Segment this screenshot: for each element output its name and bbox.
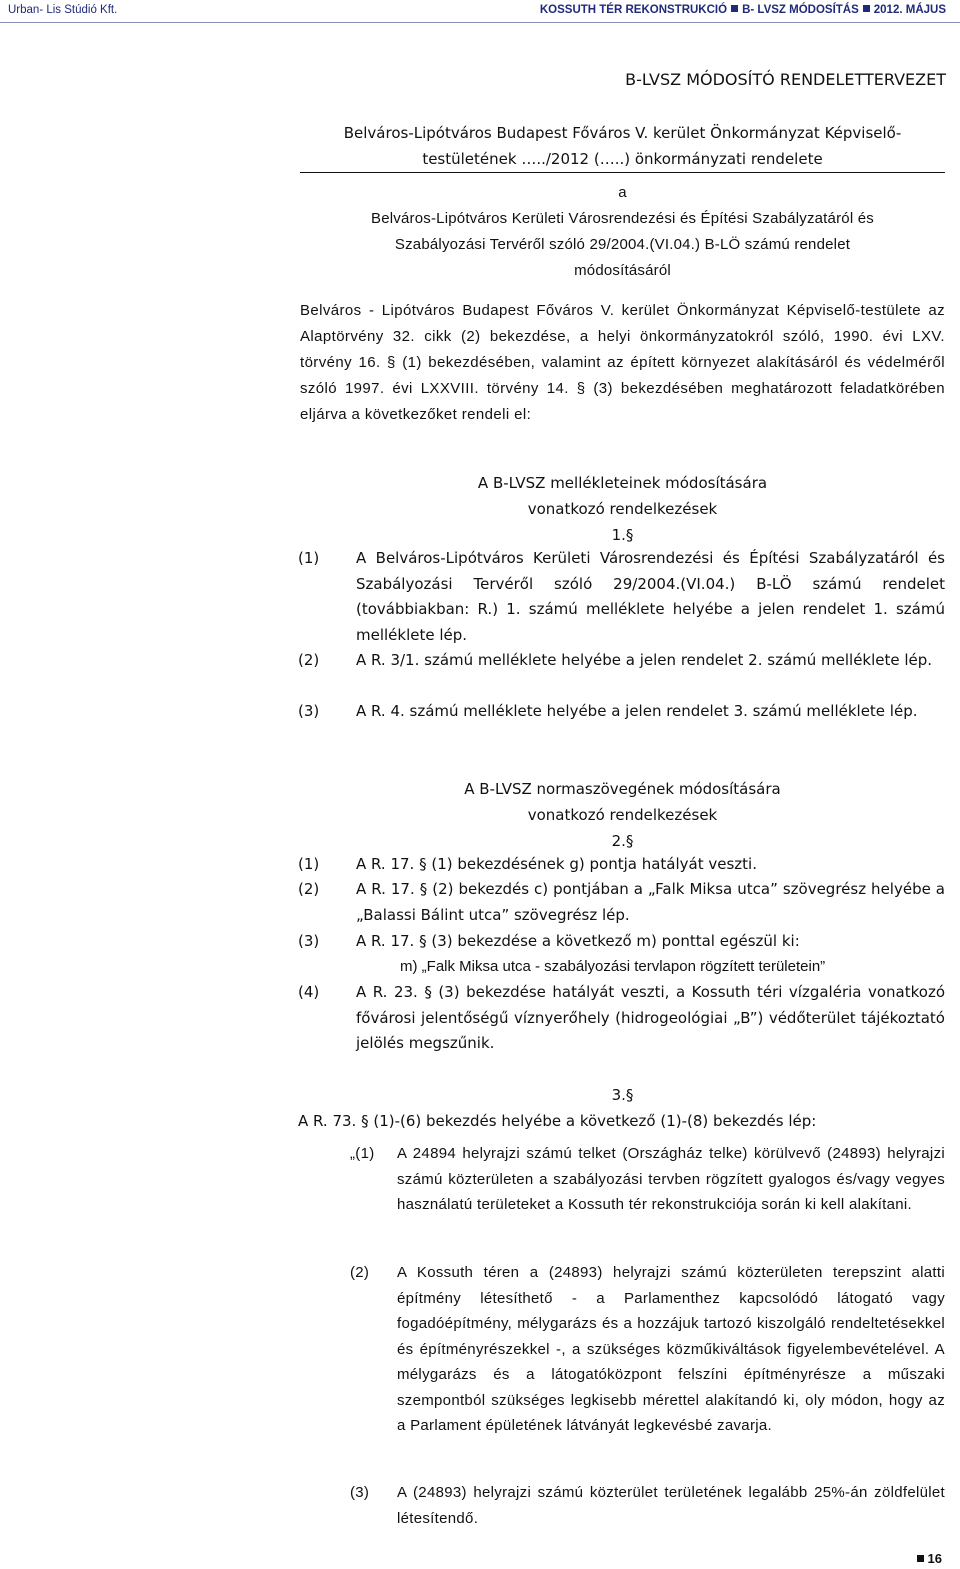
section2-point-m: m) „Falk Miksa utca - szabályozási tervlapon rögzített területein” (400, 958, 826, 975)
section1-item-3: (3) A R. 4. számú melléklete helyébe a jelen rendelet 3. számú melléklete lép. (298, 702, 918, 720)
square-bullet-icon (731, 5, 738, 12)
section3-number: 3.§ (611, 1086, 634, 1104)
section3-item-3: (3) A (24893) helyrajzi számú közterület területének legalább 25%-án zöldfelület létesítendő. (350, 1484, 945, 1527)
section3-item-1: „(1) A 24894 helyrajzi számú telket (Országház telke) körülvevő (24893) helyrajzi számú közterületen a szabályozási tervben rögzített gyalogos és/vagy vegyes használatú területeket a Kossuth tér rekonstrukciója során ki kell alakítani. (350, 1145, 945, 1213)
header-divider (0, 22, 960, 23)
section1-heading: A B-LVSZ mellékleteinek módosítására vonatkozó rendelkezések 1.§ (477, 474, 768, 544)
section2-item-2: (2) A R. 17. § (2) bekezdés c) pontjában a „Falk Miksa utca” szövegrész helyébe a „Balassi Bálint utca” szövegrész lép. (298, 880, 945, 924)
decree-subtitle: a Belváros-Lipótváros Kerületi Városrendezési és Építési Szabályzatáról és Szabályozási Tervéről szóló 29/2004.(VI.04.) B-LÖ számú rendelet módosításáról (371, 184, 874, 279)
page-header (0, 0, 960, 22)
page-number: 16 (913, 1551, 942, 1566)
section1-item-2: (2) A R. 3/1. számú melléklete helyébe a jelen rendelet 2. számú melléklete lép. (298, 651, 933, 669)
section2-item-4: (4) A R. 23. § (3) bekezdése hatályát veszti, a Kossuth téri vízgaléria vonatkozó fővárosi jelentőségű víznyerőhely (hidrogeológiai „B”) védőterület tájékoztató jelölés megszűnik. (298, 983, 945, 1052)
section3-intro: A R. 73. § (1)-(6) bekezdés helyébe a következő (1)-(8) bekezdés lép: (298, 1112, 817, 1130)
square-bullet-icon (917, 1555, 924, 1562)
document-title: B-LVSZ MÓDOSÍTÓ RENDELETTERVEZET (625, 70, 946, 89)
section3-item-2: (2) A Kossuth téren a (24893) helyrajzi számú közterületen terepszint alatti építmény létesíthető - a Parlamenthez kapcsolódó látogató vagy fogadóépítmény, mélygarázs és a hozzájuk tartozó kiszolgáló rendeltetésekkel és építményrészekkel -, a szükséges közműkiváltások figyelembevételével. A mélygarázs és a látogatóközpont felszíni építményrésze a műszaki szempontból szükséges legkisebb mérettel alakítandó ki, oly módon, hogy az a Parlament épületének látványát legkevésbé zavarja. (350, 1264, 945, 1434)
section2-item-1: (1) A R. 17. § (1) bekezdésének g) pontja hatályát veszti. (298, 855, 757, 873)
header-project: KOSSUTH TÉR REKONSTRUKCIÓ B- LVSZ MÓDOSÍTÁS 2012. MÁJUS (539, 4, 946, 16)
decree-title: Belváros-Lipótváros Budapest Főváros V. kerület Önkormányzat Képviselő- testületének …../2012 (…..) önkormányzati rendelete (300, 120, 945, 173)
preamble: Belváros - Lipótváros Budapest Főváros V. kerület Önkormányzat Képviselő-testülete az Alaptörvény 32. cikk (2) bekezdése, a helyi önkormányzatokról szóló, 1990. évi LXV. törvény 16. § (1) bekezdésében, valamint az épített környezet alakításáról és védelméről szóló 1997. évi LXXVIII. törvény 14. § (3) bekezdésében meghatározott feladatkörében eljárva a következőket rendeli el: (300, 302, 945, 423)
section2-heading: A B-LVSZ normaszövegének módosítására vonatkozó rendelkezések 2.§ (464, 780, 781, 850)
square-bullet-icon (863, 5, 870, 12)
header-company: Urban- Lis Stúdió Kft. (8, 4, 118, 16)
section2-item-3: (3) A R. 17. § (3) bekezdése a következő m) ponttal egészül ki: (298, 932, 800, 950)
section1-item-1: (1) A Belváros-Lipótváros Kerületi Városrendezési és Építési Szabályzatáról és Szabályozási Tervéről szóló 29/2004.(VI.04.) B-LÖ számú rendelet (továbbiakban: R.) 1. számú melléklete helyébe a jelen rendelet 1. számú melléklete lép. (298, 549, 945, 644)
